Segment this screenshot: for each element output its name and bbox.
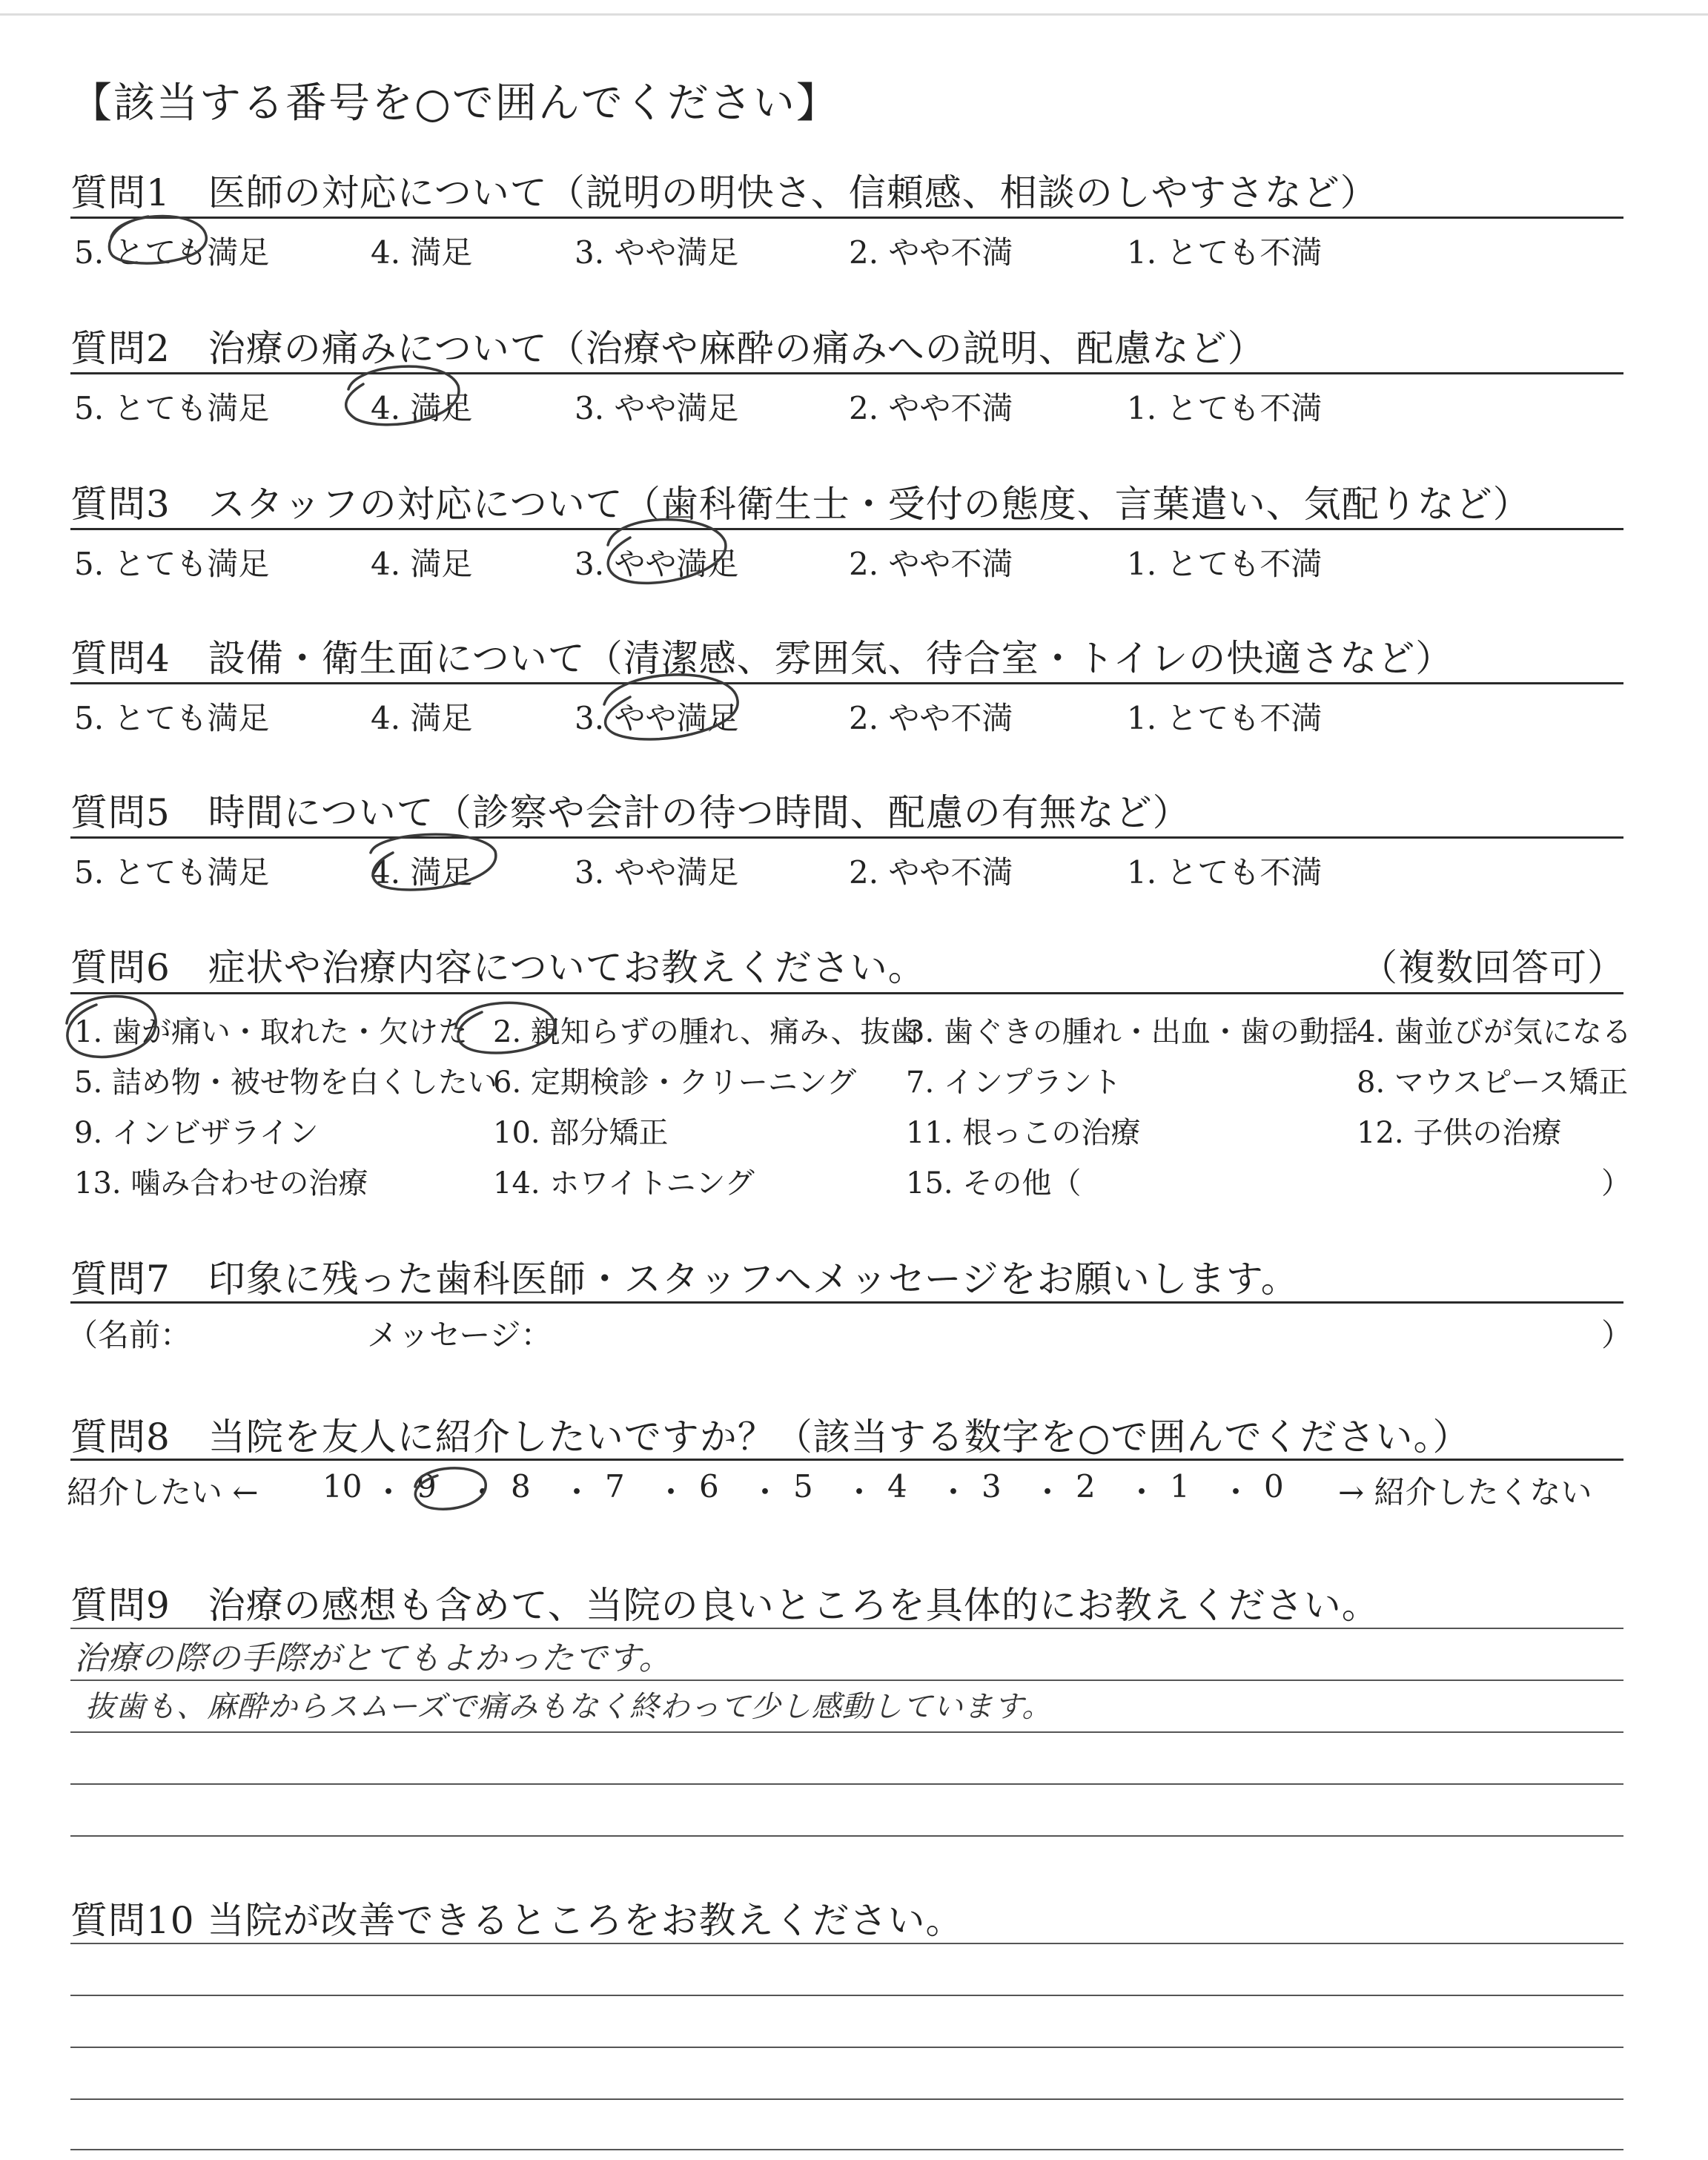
q8-scale-9[interactable]: 9 [417, 1468, 437, 1505]
q8-scale-8[interactable]: 8 [511, 1468, 531, 1505]
q4-option-3[interactable]: 3. やや満足 [575, 700, 739, 736]
question-2-rule [70, 372, 1623, 374]
q8-scale [322, 1468, 1327, 1509]
q4-option-4[interactable]: 4. 満足 [371, 700, 473, 736]
q1-option-3[interactable]: 3. やや満足 [575, 234, 739, 271]
question-5-rule [70, 836, 1623, 839]
question-4-rule [70, 682, 1623, 684]
q2-option-4[interactable]: 4. 満足 [371, 390, 473, 426]
question-7-rule [70, 1301, 1623, 1304]
q8-scale-separator: ・ [561, 1474, 593, 1510]
question-1-title: 質問1 医師の対応について（説明の明快さ、信頼感、相談のしやすさなど） [70, 171, 1378, 214]
q8-scale-separator: ・ [1032, 1474, 1064, 1510]
q6-item-7[interactable]: 7. インプラント [906, 1066, 1122, 1100]
q6-item-13[interactable]: 13. 噛み合わせの治療 [74, 1166, 368, 1200]
q10-line-4 [70, 2098, 1623, 2100]
q6-item-4[interactable]: 4. 歯並びが気になる [1357, 1015, 1632, 1049]
q8-scale-separator: ・ [749, 1474, 781, 1510]
question-2-title: 質問2 治療の痛みについて（治療や麻酔の痛みへの説明、配慮など） [70, 327, 1265, 370]
q8-scale-separator: ・ [655, 1474, 687, 1510]
question-6-title: 質問6 症状や治療内容についてお教えください。 [70, 946, 926, 989]
question-4-title: 質問4 設備・衛生面について（清潔感、雰囲気、待合室・トイレの快適さなど） [70, 637, 1454, 680]
question-8-rule [70, 1459, 1623, 1461]
q8-scale-separator: ・ [467, 1474, 499, 1510]
q6-item-1[interactable]: 1. 歯が痛い・取れた・欠けた [74, 1015, 468, 1049]
q8-right-label: → 紹介したくない [1338, 1474, 1592, 1510]
q8-scale-1[interactable]: 1 [1170, 1468, 1190, 1505]
q3-option-1[interactable]: 1. とても不満 [1127, 546, 1323, 582]
q8-scale-0[interactable]: 0 [1264, 1468, 1284, 1505]
q6-item-9[interactable]: 9. インビザライン [74, 1116, 319, 1150]
q6-item-6[interactable]: 6. 定期検診・クリーニング [493, 1066, 857, 1100]
q9-line-4 [70, 1783, 1623, 1785]
q2-option-5[interactable]: 5. とても満足 [74, 390, 270, 426]
q5-option-4[interactable]: 4. 満足 [371, 854, 473, 891]
q6-item-12[interactable]: 12. 子供の治療 [1357, 1116, 1562, 1150]
q7-name-label: （名前： [67, 1317, 192, 1353]
q8-scale-separator: ・ [373, 1474, 405, 1510]
question-9-title: 質問9 治療の感想も含めて、当院の良いところを具体的にお教えください。 [70, 1584, 1380, 1627]
question-7-title: 質問7 印象に残った歯科医師・スタッフへメッセージをお願いします。 [70, 1258, 1299, 1301]
q8-scale-separator: ・ [938, 1474, 970, 1510]
question-1-rule [70, 217, 1623, 219]
question-6-rule [70, 992, 1623, 994]
q10-line-3 [70, 2047, 1623, 2048]
q4-option-2[interactable]: 2. やや不満 [849, 700, 1013, 736]
question-6-note: （複数回答可） [1360, 946, 1625, 989]
q8-scale-2[interactable]: 2 [1076, 1468, 1096, 1505]
q1-option-1[interactable]: 1. とても不満 [1127, 234, 1323, 271]
question-3-rule [70, 528, 1623, 530]
q8-scale-4[interactable]: 4 [887, 1468, 907, 1505]
q9-line-3 [70, 1731, 1623, 1733]
q8-scale-5[interactable]: 5 [793, 1468, 813, 1505]
q9-answer-line-1: 治療の際の手際がとてもよかったです。 [74, 1639, 672, 1677]
q1-option-5[interactable]: 5. とても満足 [74, 234, 270, 271]
question-8-title: 質問8 当院を友人に紹介したいですか？（該当する数字を○で囲んでください。） [70, 1416, 1471, 1459]
q6-item-11[interactable]: 11. 根っこの治療 [906, 1116, 1141, 1150]
q8-left-label: 紹介したい ← [67, 1474, 259, 1510]
q10-line-2 [70, 1995, 1623, 1996]
q8-scale-separator: ・ [1220, 1474, 1252, 1510]
q9-line-1 [70, 1628, 1623, 1629]
q4-option-5[interactable]: 5. とても満足 [74, 700, 270, 736]
question-5-title: 質問5 時間について（診察や会計の待つ時間、配慮の有無など） [70, 791, 1191, 834]
q2-option-2[interactable]: 2. やや不満 [849, 390, 1013, 426]
q6-item-5[interactable]: 5. 詰め物・被せ物を白くしたい [74, 1066, 497, 1100]
page-top-edge [0, 13, 1708, 16]
q6-item-2[interactable]: 2. 親知らずの腫れ、痛み、抜歯 [493, 1015, 920, 1049]
q8-scale-6[interactable]: 6 [699, 1468, 719, 1505]
q9-line-5 [70, 1835, 1623, 1837]
q7-message-label: メッセージ： [367, 1317, 552, 1353]
q9-line-2 [70, 1680, 1623, 1681]
page-title: 【該当する番号を○で囲んでください】 [70, 79, 839, 128]
q2-option-1[interactable]: 1. とても不満 [1127, 390, 1323, 426]
q3-option-2[interactable]: 2. やや不満 [849, 546, 1013, 582]
question-10-title: 質問10 当院が改善できるところをお教えください。 [70, 1899, 964, 1942]
q5-option-3[interactable]: 3. やや満足 [575, 854, 739, 891]
q6-item-15-close: ） [1601, 1166, 1631, 1200]
q10-line-1 [70, 1943, 1623, 1944]
q8-scale-separator: ・ [844, 1474, 875, 1510]
q8-scale-7[interactable]: 7 [605, 1468, 625, 1505]
q9-answer-line-2: 抜歯も、麻酔からスムーズで痛みもなく終わって少し感動しています。 [85, 1690, 1053, 1724]
q3-option-4[interactable]: 4. 満足 [371, 546, 473, 582]
q1-option-4[interactable]: 4. 満足 [371, 234, 473, 271]
q8-scale-10[interactable]: 10 [322, 1468, 363, 1505]
q6-item-3[interactable]: 3. 歯ぐきの腫れ・出血・歯の動揺 [906, 1015, 1359, 1049]
q10-line-5 [70, 2149, 1623, 2150]
question-3-title: 質問3 スタッフの対応について（歯科衛生士・受付の態度、言葉遣い、気配りなど） [70, 483, 1531, 526]
q8-scale-separator: ・ [1126, 1474, 1158, 1510]
q5-option-1[interactable]: 1. とても不満 [1127, 854, 1323, 891]
q3-option-3[interactable]: 3. やや満足 [575, 546, 739, 582]
q2-option-3[interactable]: 3. やや満足 [575, 390, 739, 426]
q5-option-2[interactable]: 2. やや不満 [849, 854, 1013, 891]
q5-option-5[interactable]: 5. とても満足 [74, 854, 270, 891]
q6-item-8[interactable]: 8. マウスピース矯正 [1357, 1066, 1629, 1100]
q7-close: ） [1601, 1317, 1633, 1353]
q6-item-15[interactable]: 15. その他（ [906, 1166, 1082, 1200]
q3-option-5[interactable]: 5. とても満足 [74, 546, 270, 582]
q6-item-10[interactable]: 10. 部分矯正 [493, 1116, 669, 1150]
q6-item-14[interactable]: 14. ホワイトニング [493, 1166, 755, 1200]
q8-scale-3[interactable]: 3 [982, 1468, 1002, 1505]
q4-option-1[interactable]: 1. とても不満 [1127, 700, 1323, 736]
q1-option-2[interactable]: 2. やや不満 [849, 234, 1013, 271]
